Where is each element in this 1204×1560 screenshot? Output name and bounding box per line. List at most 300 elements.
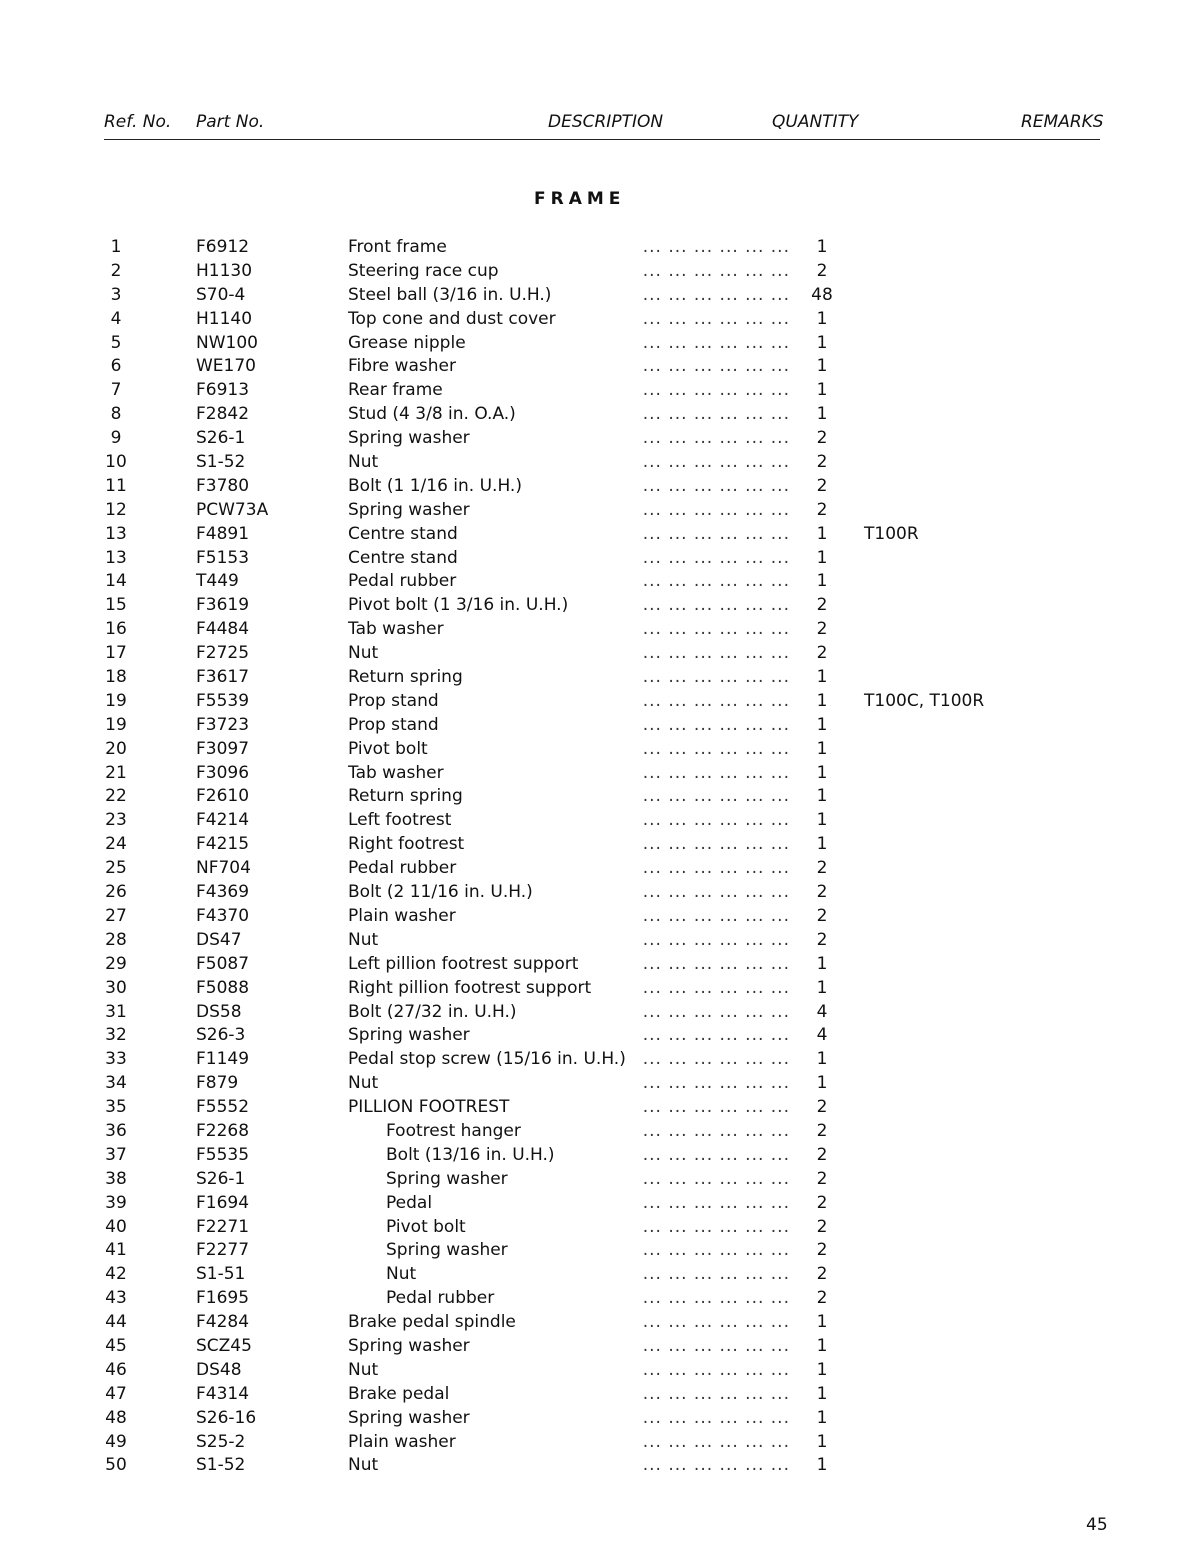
part-no-cell: F4314: [196, 1383, 250, 1404]
quantity-cell: 1: [816, 547, 828, 568]
leader-dots: ... ... ... ... ... ...: [642, 1049, 790, 1070]
leader-dots: ... ... ... ... ... ...: [642, 1431, 790, 1452]
table-row: [0, 1359, 1204, 1383]
leader-dots: ... ... ... ... ... ...: [642, 762, 790, 783]
part-no-cell: F1694: [196, 1192, 250, 1213]
table-row: [0, 857, 1204, 881]
leader-dots: ... ... ... ... ... ...: [642, 1455, 790, 1476]
leader-dots: ... ... ... ... ... ...: [642, 1216, 790, 1237]
quantity-cell: 1: [816, 1073, 828, 1094]
description-cell: Front frame: [348, 237, 447, 257]
quantity-cell: 2: [816, 475, 828, 496]
leader-dots: ... ... ... ... ... ...: [642, 1025, 790, 1046]
description-cell: Spring washer: [348, 428, 470, 449]
table-row: [0, 1311, 1204, 1335]
part-no-cell: F3096: [196, 762, 250, 783]
ref-no-cell: 4: [110, 308, 122, 329]
quantity-cell: 48: [811, 284, 833, 305]
table-row: [0, 738, 1204, 762]
description-cell: Return spring: [348, 786, 463, 807]
ref-no-cell: 11: [105, 475, 127, 496]
table-row: [0, 403, 1204, 427]
quantity-cell: 2: [816, 882, 828, 903]
quantity-cell: 2: [816, 1264, 828, 1285]
ref-no-cell: 50: [105, 1455, 127, 1476]
ref-no-cell: 27: [105, 905, 127, 926]
ref-no-cell: 12: [105, 499, 127, 520]
part-no-cell: NW100: [196, 332, 258, 353]
ref-no-cell: 29: [105, 953, 127, 974]
part-no-cell: F1149: [196, 1049, 250, 1070]
description-cell: Centre stand: [348, 547, 458, 568]
quantity-cell: 2: [816, 1192, 828, 1213]
part-no-cell: H1130: [196, 260, 253, 281]
description-cell: Plain washer: [348, 905, 456, 926]
quantity-cell: 1: [816, 404, 828, 425]
ref-no-cell: 30: [105, 977, 127, 998]
leader-dots: ... ... ... ... ... ...: [642, 260, 790, 281]
ref-no-cell: 46: [105, 1359, 127, 1380]
part-no-cell: SCZ45: [196, 1335, 252, 1356]
leader-dots: ... ... ... ... ... ...: [642, 858, 790, 879]
table-row: [0, 1431, 1204, 1455]
table-row: [0, 785, 1204, 809]
ref-no-cell: 22: [105, 786, 127, 807]
table-row: [0, 1001, 1204, 1025]
part-no-cell: DS47: [196, 929, 242, 950]
ref-no-cell: 49: [105, 1431, 127, 1452]
description-cell: Prop stand: [348, 714, 439, 735]
leader-dots: ... ... ... ... ... ...: [642, 1073, 790, 1094]
part-no-cell: F3780: [196, 475, 250, 496]
leader-dots: ... ... ... ... ... ...: [642, 284, 790, 305]
part-no-cell: F4484: [196, 619, 250, 640]
part-no-cell: F4891: [196, 523, 250, 544]
quantity-cell: 2: [816, 1240, 828, 1261]
leader-dots: ... ... ... ... ... ...: [642, 523, 790, 544]
table-row: [0, 1192, 1204, 1216]
part-no-cell: F4214: [196, 810, 250, 831]
part-no-cell: S25-2: [196, 1431, 246, 1452]
ref-no-cell: 32: [105, 1025, 127, 1046]
quantity-cell: 1: [816, 953, 828, 974]
table-row: [0, 308, 1204, 332]
description-cell: Steel ball (3/16 in. U.H.): [348, 284, 552, 305]
quantity-cell: 1: [816, 810, 828, 831]
table-row: [0, 451, 1204, 475]
ref-no-cell: 10: [105, 452, 127, 473]
quantity-cell: 1: [816, 667, 828, 688]
ref-no-cell: 18: [105, 667, 127, 688]
leader-dots: ... ... ... ... ... ...: [642, 1192, 790, 1213]
ref-no-cell: 13: [105, 547, 127, 568]
description-cell: Nut: [348, 1073, 379, 1094]
quantity-cell: 1: [816, 523, 828, 544]
table-row: [0, 1096, 1204, 1120]
table-row: [0, 355, 1204, 379]
table-row: [0, 1120, 1204, 1144]
description-cell: Nut: [348, 452, 379, 473]
quantity-cell: 1: [816, 571, 828, 592]
part-no-cell: F6912: [196, 237, 250, 257]
leader-dots: ... ... ... ... ... ...: [642, 810, 790, 831]
table-row: [0, 427, 1204, 451]
table-row: [0, 690, 1204, 714]
table-row: [0, 1287, 1204, 1311]
table-row: [0, 905, 1204, 929]
ref-no-cell: 25: [105, 858, 127, 879]
column-header-remarks: REMARKS: [1021, 112, 1104, 132]
table-row: [0, 284, 1204, 308]
leader-dots: ... ... ... ... ... ...: [642, 1120, 790, 1141]
quantity-cell: 1: [816, 356, 828, 377]
leader-dots: ... ... ... ... ... ...: [642, 1359, 790, 1380]
part-no-cell: F5552: [196, 1097, 250, 1118]
leader-dots: ... ... ... ... ... ...: [642, 643, 790, 664]
part-no-cell: F4369: [196, 882, 250, 903]
quantity-cell: 2: [816, 260, 828, 281]
leader-dots: ... ... ... ... ... ...: [642, 1288, 790, 1309]
ref-no-cell: 31: [105, 1001, 127, 1022]
part-no-cell: F5535: [196, 1144, 250, 1165]
quantity-cell: 1: [816, 1455, 828, 1476]
leader-dots: ... ... ... ... ... ...: [642, 356, 790, 377]
part-no-cell: S70-4: [196, 284, 246, 305]
table-row: [0, 570, 1204, 594]
leader-dots: ... ... ... ... ... ...: [642, 1264, 790, 1285]
description-cell: Spring washer: [348, 1025, 470, 1046]
table-row: [0, 1263, 1204, 1287]
description-cell: Pedal: [386, 1192, 433, 1213]
ref-no-cell: 19: [105, 690, 127, 711]
leader-dots: ... ... ... ... ... ...: [642, 929, 790, 950]
leader-dots: ... ... ... ... ... ...: [642, 1240, 790, 1261]
part-no-cell: F3097: [196, 738, 250, 759]
ref-no-cell: 45: [105, 1335, 127, 1356]
description-cell: Brake pedal: [348, 1383, 450, 1404]
quantity-cell: 2: [816, 929, 828, 950]
quantity-cell: 1: [816, 1407, 828, 1428]
description-cell: Nut: [348, 1359, 379, 1380]
table-row: [0, 236, 1204, 260]
part-no-cell: F879: [196, 1073, 239, 1094]
table-row: [0, 379, 1204, 403]
table-row: [0, 260, 1204, 284]
quantity-cell: 2: [816, 619, 828, 640]
description-cell: Spring washer: [348, 1407, 470, 1428]
quantity-cell: 1: [816, 1335, 828, 1356]
quantity-cell: 1: [816, 332, 828, 353]
description-cell: Return spring: [348, 667, 463, 688]
part-no-cell: F6913: [196, 380, 250, 401]
table-row: [0, 881, 1204, 905]
leader-dots: ... ... ... ... ... ...: [642, 1383, 790, 1404]
description-cell: Centre stand: [348, 523, 458, 544]
quantity-cell: 1: [816, 1359, 828, 1380]
leader-dots: ... ... ... ... ... ...: [642, 882, 790, 903]
ref-no-cell: 1: [110, 237, 122, 257]
part-no-cell: F5539: [196, 690, 250, 711]
description-cell: Nut: [386, 1264, 417, 1285]
description-cell: Pivot bolt: [348, 738, 428, 759]
part-no-cell: DS58: [196, 1001, 242, 1022]
table-row: [0, 1168, 1204, 1192]
ref-no-cell: 26: [105, 882, 127, 903]
table-row: [0, 1024, 1204, 1048]
part-no-cell: T449: [196, 571, 239, 592]
table-row: [0, 1216, 1204, 1240]
description-cell: Spring washer: [348, 1335, 470, 1356]
leader-dots: ... ... ... ... ... ...: [642, 380, 790, 401]
ref-no-cell: 28: [105, 929, 127, 950]
description-cell: Spring washer: [386, 1168, 508, 1189]
description-cell: Plain washer: [348, 1431, 456, 1452]
column-header-ref-no: Ref. No.: [104, 112, 172, 132]
ref-no-cell: 42: [105, 1264, 127, 1285]
ref-no-cell: 17: [105, 643, 127, 664]
table-row: [0, 618, 1204, 642]
description-cell: Brake pedal spindle: [348, 1312, 516, 1333]
description-cell: Grease nipple: [348, 332, 466, 353]
part-no-cell: PCW73A: [196, 499, 269, 520]
table-row: [0, 475, 1204, 499]
part-no-cell: F4284: [196, 1312, 250, 1333]
part-no-cell: S1-51: [196, 1264, 246, 1285]
ref-no-cell: 5: [110, 332, 122, 353]
leader-dots: ... ... ... ... ... ...: [642, 690, 790, 711]
leader-dots: ... ... ... ... ... ...: [642, 428, 790, 449]
leader-dots: ... ... ... ... ... ...: [642, 475, 790, 496]
ref-no-cell: 19: [105, 714, 127, 735]
quantity-cell: 2: [816, 452, 828, 473]
description-cell: Spring washer: [348, 499, 470, 520]
part-no-cell: H1140: [196, 308, 253, 329]
column-header-description: DESCRIPTION: [548, 112, 664, 132]
leader-dots: ... ... ... ... ... ...: [642, 953, 790, 974]
table-row: [0, 1144, 1204, 1168]
leader-dots: ... ... ... ... ... ...: [642, 308, 790, 329]
description-cell: Stud (4 3/8 in. O.A.): [348, 404, 516, 425]
ref-no-cell: 48: [105, 1407, 127, 1428]
ref-no-cell: 44: [105, 1312, 127, 1333]
ref-no-cell: 43: [105, 1288, 127, 1309]
part-no-cell: WE170: [196, 356, 256, 377]
part-no-cell: S26-16: [196, 1407, 257, 1428]
leader-dots: ... ... ... ... ... ...: [642, 1335, 790, 1356]
part-no-cell: F2725: [196, 643, 250, 664]
description-cell: Fibre washer: [348, 356, 456, 377]
part-no-cell: S26-1: [196, 1168, 246, 1189]
table-row: [0, 642, 1204, 666]
quantity-cell: 1: [816, 380, 828, 401]
section-title: FRAME: [534, 189, 626, 209]
description-cell: Bolt (2 11/16 in. U.H.): [348, 882, 533, 903]
description-cell: Nut: [348, 1455, 379, 1476]
quantity-cell: 1: [816, 834, 828, 855]
description-cell: Pedal rubber: [348, 571, 457, 592]
leader-dots: ... ... ... ... ... ...: [642, 1097, 790, 1118]
ref-no-cell: 7: [110, 380, 122, 401]
ref-no-cell: 15: [105, 595, 127, 616]
part-no-cell: F2610: [196, 786, 250, 807]
column-header-part-no: Part No.: [196, 112, 265, 132]
table-row: [0, 833, 1204, 857]
leader-dots: ... ... ... ... ... ...: [642, 547, 790, 568]
description-cell: Bolt (27/32 in. U.H.): [348, 1001, 517, 1022]
quantity-cell: 1: [816, 762, 828, 783]
part-no-cell: F2842: [196, 404, 250, 425]
leader-dots: ... ... ... ... ... ...: [642, 237, 790, 257]
ref-no-cell: 14: [105, 571, 127, 592]
header-rule: [104, 139, 1100, 140]
ref-no-cell: 24: [105, 834, 127, 855]
quantity-cell: 1: [816, 738, 828, 759]
table-row: [0, 547, 1204, 571]
leader-dots: ... ... ... ... ... ...: [642, 1001, 790, 1022]
quantity-cell: 2: [816, 428, 828, 449]
part-no-cell: F3723: [196, 714, 250, 735]
ref-no-cell: 36: [105, 1120, 127, 1141]
table-row: [0, 594, 1204, 618]
table-row: [0, 714, 1204, 738]
description-cell: Left footrest: [348, 810, 452, 831]
leader-dots: ... ... ... ... ... ...: [642, 499, 790, 520]
ref-no-cell: 16: [105, 619, 127, 640]
description-cell: Tab washer: [348, 762, 444, 783]
part-no-cell: DS48: [196, 1359, 242, 1380]
description-cell: Bolt (1 1/16 in. U.H.): [348, 475, 522, 496]
ref-no-cell: 9: [110, 428, 122, 449]
leader-dots: ... ... ... ... ... ...: [642, 1407, 790, 1428]
part-no-cell: S1-52: [196, 1455, 246, 1476]
description-cell: Pivot bolt: [386, 1216, 466, 1237]
leader-dots: ... ... ... ... ... ...: [642, 452, 790, 473]
leader-dots: ... ... ... ... ... ...: [642, 905, 790, 926]
ref-no-cell: 37: [105, 1144, 127, 1165]
part-no-cell: S1-52: [196, 452, 246, 473]
quantity-cell: 1: [816, 237, 828, 257]
ref-no-cell: 33: [105, 1049, 127, 1070]
part-no-cell: F3619: [196, 595, 250, 616]
remarks-cell: T100R: [864, 523, 919, 544]
leader-dots: ... ... ... ... ... ...: [642, 332, 790, 353]
table-row: [0, 332, 1204, 356]
quantity-cell: 1: [816, 1383, 828, 1404]
part-no-cell: S26-1: [196, 428, 246, 449]
leader-dots: ... ... ... ... ... ...: [642, 714, 790, 735]
leader-dots: ... ... ... ... ... ...: [642, 834, 790, 855]
table-row: [0, 809, 1204, 833]
part-no-cell: S26-3: [196, 1025, 246, 1046]
description-cell: Right footrest: [348, 834, 465, 855]
description-cell: Steering race cup: [348, 260, 499, 281]
part-no-cell: F2277: [196, 1240, 250, 1261]
description-cell: Footrest hanger: [386, 1120, 521, 1141]
quantity-cell: 2: [816, 1097, 828, 1118]
description-cell: Pedal rubber: [386, 1288, 495, 1309]
ref-no-cell: 13: [105, 523, 127, 544]
leader-dots: ... ... ... ... ... ...: [642, 404, 790, 425]
part-no-cell: F2271: [196, 1216, 250, 1237]
description-cell: Right pillion footrest support: [348, 977, 592, 998]
ref-no-cell: 35: [105, 1097, 127, 1118]
quantity-cell: 1: [816, 977, 828, 998]
table-row: [0, 499, 1204, 523]
quantity-cell: 4: [816, 1001, 828, 1022]
table-row: [0, 1383, 1204, 1407]
ref-no-cell: 8: [110, 404, 122, 425]
quantity-cell: 2: [816, 1288, 828, 1309]
quantity-cell: 1: [816, 1431, 828, 1452]
quantity-cell: 2: [816, 499, 828, 520]
table-row: [0, 929, 1204, 953]
quantity-cell: 1: [816, 308, 828, 329]
leader-dots: ... ... ... ... ... ...: [642, 571, 790, 592]
ref-no-cell: 2: [110, 260, 122, 281]
description-cell: Rear frame: [348, 380, 443, 401]
quantity-cell: 1: [816, 1312, 828, 1333]
part-no-cell: NF704: [196, 858, 251, 879]
ref-no-cell: 34: [105, 1073, 127, 1094]
quantity-cell: 2: [816, 1168, 828, 1189]
part-no-cell: F5088: [196, 977, 250, 998]
part-no-cell: F4370: [196, 905, 250, 926]
description-cell: Nut: [348, 643, 379, 664]
description-cell: Pedal rubber: [348, 858, 457, 879]
table-row: [0, 523, 1204, 547]
description-cell: Spring washer: [386, 1240, 508, 1261]
part-no-cell: F5087: [196, 953, 250, 974]
quantity-cell: 2: [816, 1120, 828, 1141]
table-row: [0, 1239, 1204, 1263]
description-cell: Tab washer: [348, 619, 444, 640]
ref-no-cell: 23: [105, 810, 127, 831]
part-no-cell: F2268: [196, 1120, 250, 1141]
quantity-cell: 2: [816, 858, 828, 879]
description-cell: Left pillion footrest support: [348, 953, 579, 974]
description-cell: Bolt (13/16 in. U.H.): [386, 1144, 555, 1165]
ref-no-cell: 20: [105, 738, 127, 759]
table-row: [0, 1335, 1204, 1359]
part-no-cell: F1695: [196, 1288, 250, 1309]
column-header-quantity: QUANTITY: [772, 112, 859, 132]
description-cell: Prop stand: [348, 690, 439, 711]
description-cell: Nut: [348, 929, 379, 950]
leader-dots: ... ... ... ... ... ...: [642, 667, 790, 688]
leader-dots: ... ... ... ... ... ...: [642, 595, 790, 616]
part-no-cell: F4215: [196, 834, 250, 855]
quantity-cell: 1: [816, 1049, 828, 1070]
ref-no-cell: 40: [105, 1216, 127, 1237]
ref-no-cell: 47: [105, 1383, 127, 1404]
leader-dots: ... ... ... ... ... ...: [642, 1312, 790, 1333]
quantity-cell: 1: [816, 786, 828, 807]
part-no-cell: F5153: [196, 547, 250, 568]
part-no-cell: F3617: [196, 667, 250, 688]
table-row: [0, 1072, 1204, 1096]
ref-no-cell: 41: [105, 1240, 127, 1261]
quantity-cell: 2: [816, 1144, 828, 1165]
quantity-cell: 2: [816, 1216, 828, 1237]
table-row: [0, 666, 1204, 690]
description-cell: Top cone and dust cover: [348, 308, 556, 329]
leader-dots: ... ... ... ... ... ...: [642, 977, 790, 998]
description-cell: Pedal stop screw (15/16 in. U.H.): [348, 1049, 626, 1070]
quantity-cell: 2: [816, 643, 828, 664]
table-row: [0, 953, 1204, 977]
parts-table: [0, 236, 1204, 1478]
table-row: [0, 977, 1204, 1001]
